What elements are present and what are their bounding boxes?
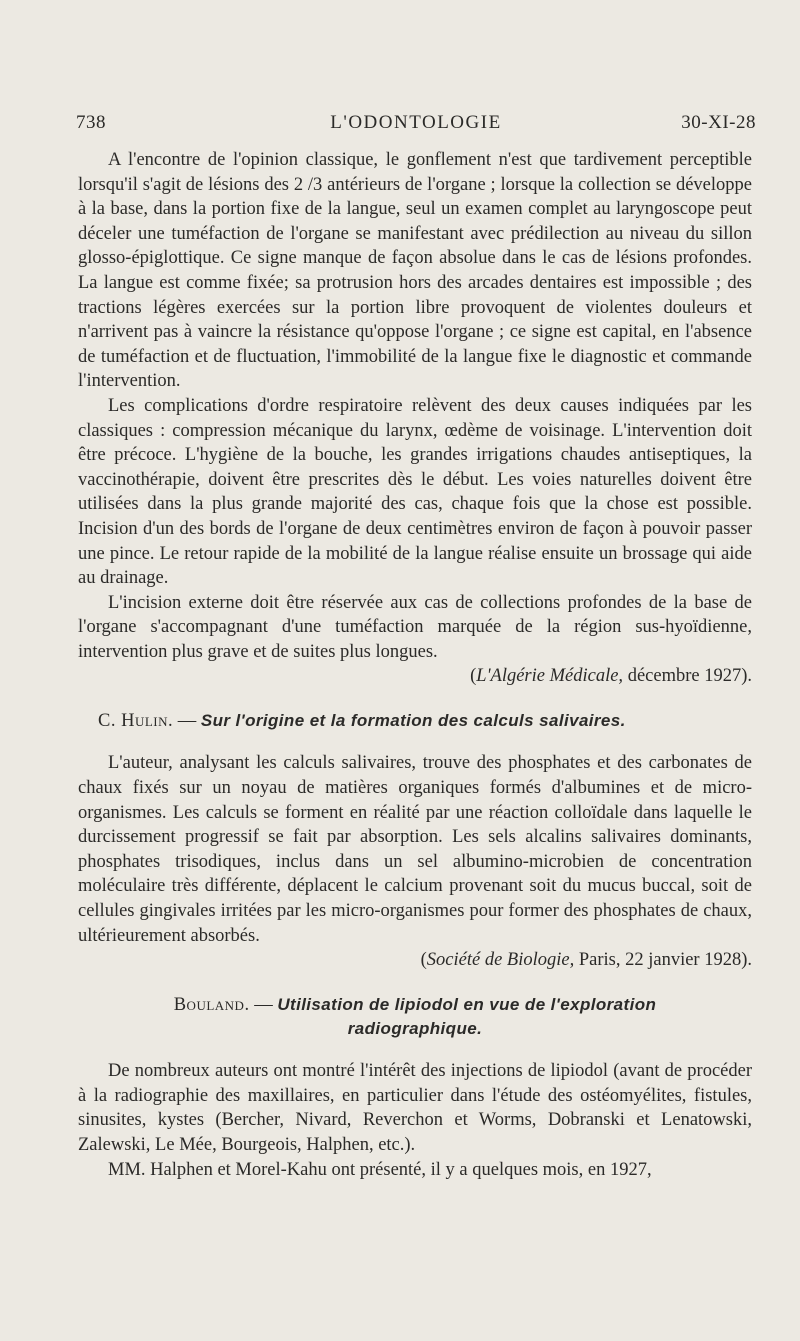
body-paragraph: Les complications d'ordre respiratoire relèvent des deux causes indiquées par les classiques : compression mécanique du larynx, œdème de voisinage. L'intervention doit être précoce. L'hygiène de la bouche, les grandes irrigations chaudes antiseptiques, la vaccinothérapie, doivent être prescrites dès le début. Les voies naturelles doivent être utilisées dans la plus grande majorité des cas, chaque fois que la chose est possible. Incision d'un des bords de l'organe de deux centimètres environ de façon à pouvoir passer une pince. Le retour rapide de la mobilité de la langue réalise ensuite un brossage qui aide au drainage. [78, 395, 752, 589]
article-lipiodol [78, 993, 752, 1182]
source-date: Paris, 22 janvier 1928). [578, 950, 752, 971]
body-paragraph: MM. Halphen et Morel-Kahu ont présenté, il y a quelques mois, en 1927, [108, 1159, 652, 1180]
article-title-line-2: radiographique. [347, 1019, 483, 1039]
article-abscess-tongue [78, 148, 752, 689]
article-title-line-1: Utilisation de lipiodol en vue de l'exploration [277, 995, 657, 1015]
heading-dash: — [249, 995, 278, 1016]
source-citation: (L'Algérie Médicale, décembre 1927). [470, 666, 752, 687]
source-citation: (Société de Biologie, Paris, 22 janvier 1928). [420, 950, 752, 971]
body-paragraph: L'auteur, analysant les calculs salivaires, trouve des phosphates et des carbonates de chaux fixés sur un noyau de matières organiques formés d'albumines et de micro-organismes. Les calculs se forment en réalité par une réaction colloïdale dans laquelle le durcissement progressif se fait par absorption. Les sels alcalins salivaires dominants, phosphates trisodiques, inclus dans un sel albumino-microbien de concentration moléculaire très différente, déplacent le calcium provenant soit du mucus buccal, soit de cellules gingivales irritées par les micro-organismes pour former des phosphates de chaux, ultérieurement absorbés. [78, 753, 752, 946]
source-date: décembre 1927). [627, 666, 752, 687]
body-paragraph: A l'encontre de l'opinion classique, le gonflement n'est que tardivement perceptible lorsqu'il s'agit de lésions des 2 /3 antérieurs de l'organe ; lorsque la collection se développe à la base, dans la portion fixe de la langue, seul un examen complet au laryngoscope peut déceler une tuméfaction de l'organe se manifestant avec prédilection au niveau du sillon glosso-épiglottique. Ce signe manque de façon absolue dans le cas de lésions profondes. La langue est comme fixée; sa protrusion hors des arcades dentaires est impossible ; des tractions légères exercées sur la portion libre provoquent de violentes douleurs et n'arrivent pas à vaincre la résistance qu'oppose l'organe ; ce signe est capital, en l'absence de tuméfaction et de fluctuation, l'immobilité de la langue fixe le diagnostic et commande l'intervention. [78, 150, 752, 392]
issue-date: 30-XI-28 [681, 112, 756, 133]
body-paragraph: De nombreux auteurs ont montré l'intérêt des injections de lipiodol (avant de procéder à la radiographie des maxillaires, en particulier dans l'étude des ostéomyélites, fistules, sinusites, kystes (Bercher, Nivard, Reverchon et Worms, Dobranski et Lenatowski, Zalewski, Le Mée, Bourgeois, Halphen, etc.). [78, 1061, 752, 1155]
source-journal: L'Algérie Médicale, [476, 666, 624, 687]
source-journal: Société de Biologie, [426, 950, 575, 971]
page-body [78, 148, 752, 1182]
article-salivary-calculi [78, 709, 752, 973]
article-title: Sur l'origine et la formation des calculs salivaires. [200, 711, 626, 731]
article-heading [78, 993, 752, 1041]
body-paragraph: L'incision externe doit être réservée aux cas de collections profondes de la base de l'organe s'accompagnant d'une tuméfaction marquée de la région sus-hyoïdienne, intervention plus grave et de suites plus longues. [78, 592, 752, 662]
page-number: 738 [76, 112, 106, 133]
article-heading [78, 709, 752, 733]
heading-dash: — [173, 711, 201, 732]
journal-title: L'ODONTOLOGIE [330, 112, 502, 133]
article-author: Bouland. [173, 995, 250, 1016]
article-author: C. Hulin. [98, 711, 174, 732]
running-header [76, 112, 756, 138]
